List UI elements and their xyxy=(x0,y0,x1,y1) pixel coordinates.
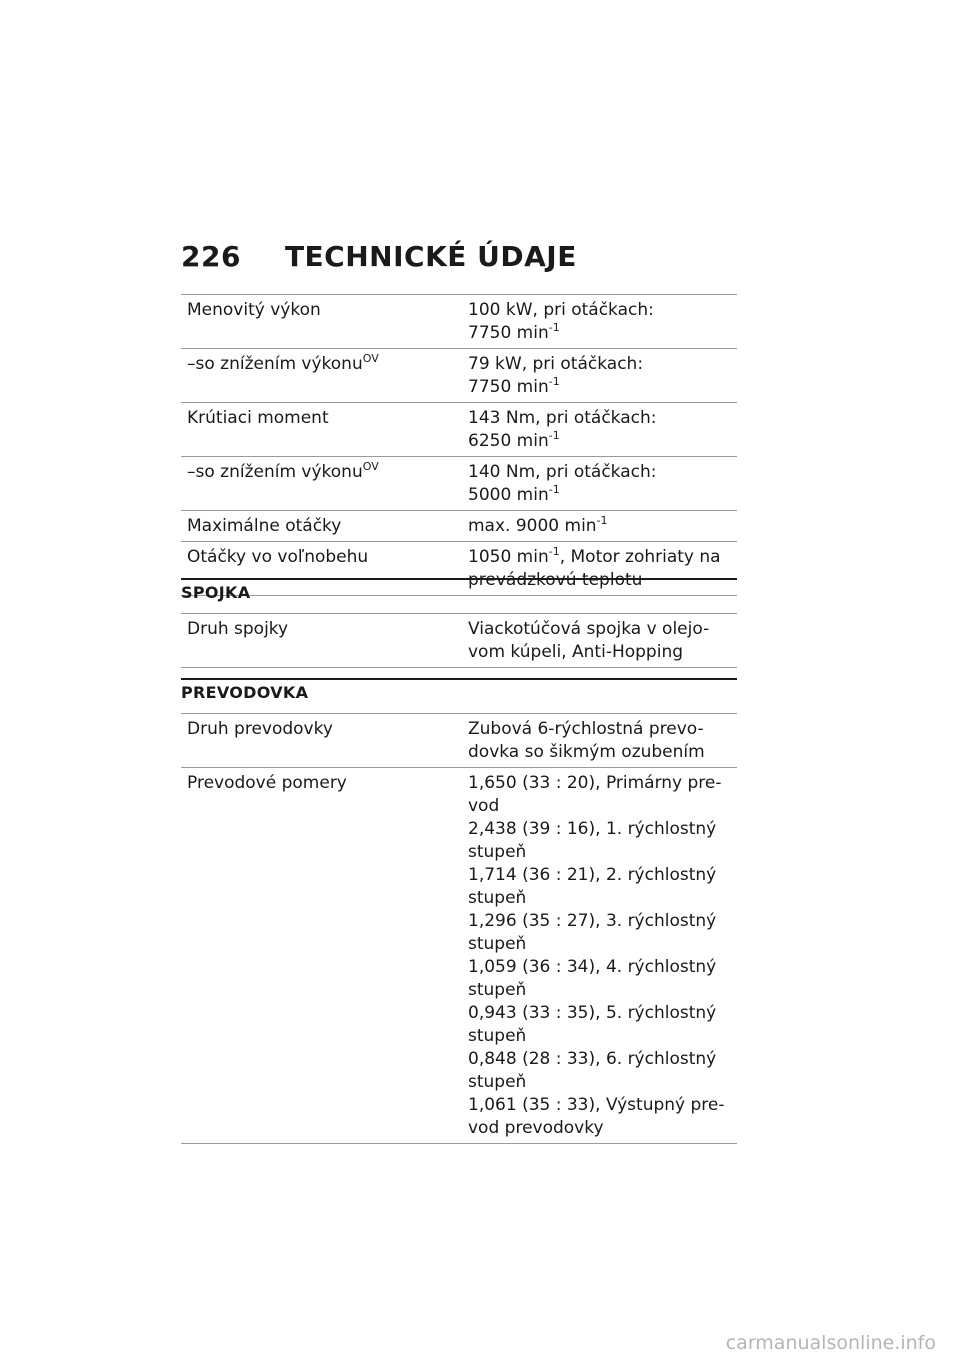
gearbox-spec-table xyxy=(181,713,737,1144)
table-row xyxy=(181,511,737,542)
table-row xyxy=(181,349,737,403)
spec-label: Prevodové pomery xyxy=(187,773,347,793)
table-row xyxy=(181,295,737,349)
spec-label: –so znížením výkonu$^{OV}$ xyxy=(187,352,379,374)
page-number: 226 xyxy=(181,240,241,273)
spec-value: 79 kW, pri otáčkach: 7750 $\min^{-1}$ xyxy=(468,354,644,397)
spec-value: Zubová 6-rýchlostná prevo- dovka so šikmým ozubením xyxy=(468,719,705,762)
spec-label: Maximálne otáčky xyxy=(187,516,342,536)
spec-label: Otáčky vo voľnobehu xyxy=(187,547,369,567)
spec-value: 140 Nm, pri otáčkach: 5000 $\min^{-1}$ xyxy=(468,462,657,505)
spec-value: 100 kW, pri otáčkach: 7750 $\min^{-1}$ xyxy=(468,300,654,343)
table-row xyxy=(181,457,737,511)
table-row xyxy=(181,614,737,668)
engine-spec-table xyxy=(181,294,737,596)
watermark-text: carmanualsonline.info xyxy=(725,1332,936,1354)
spec-label: Krútiaci moment xyxy=(187,408,329,428)
page-heading xyxy=(181,240,577,273)
section-heading-gearbox: PREVODOVKA xyxy=(181,683,309,702)
spec-value: Viackotúčová spojka v olejo- vom kúpeli, Anti-Hopping xyxy=(468,619,710,662)
clutch-spec-table xyxy=(181,613,737,668)
page-title: TECHNICKÉ ÚDAJE xyxy=(284,240,577,273)
table-row xyxy=(181,714,737,768)
spec-label: Druh prevodovky xyxy=(187,719,333,739)
section-divider xyxy=(181,678,737,680)
table-row xyxy=(181,542,737,596)
table-row xyxy=(181,403,737,457)
spec-label: –so znížením výkonu$^{OV}$ xyxy=(187,460,379,482)
spec-label: Druh spojky xyxy=(187,619,289,639)
spec-label: Menovitý výkon xyxy=(187,300,321,320)
spec-value: 1050 $\min^{-1}$, Motor zohriaty na prevádzkovú teplotu xyxy=(468,545,721,590)
section-divider xyxy=(181,578,737,580)
spec-value: max. 9000 $\min^{-1}$ xyxy=(468,514,608,536)
spec-value: 1,650 (33 : 20), Primárny pre- vod 2,438 (39 : 16), 1. rýchlostný stupeň 1,714 (36 : 21), 2. rýchlostný stupeň 1,296 (35 : 27), 3. rýchlostný stupeň 1,059 (36 : 34), 4. rýchlostný stupeň 0,943 (33 : 35), 5. rýchlostný stupeň 0,848 (28 : 33), 6. rýchlostný stupeň 1,061 (35 : 33), Výstupný pre- vod prevodovky xyxy=(468,773,725,1138)
spec-value: 143 Nm, pri otáčkach: 6250 $\min^{-1}$ xyxy=(468,408,657,451)
section-heading-clutch: SPOJKA xyxy=(181,583,251,602)
table-row xyxy=(181,768,737,1144)
